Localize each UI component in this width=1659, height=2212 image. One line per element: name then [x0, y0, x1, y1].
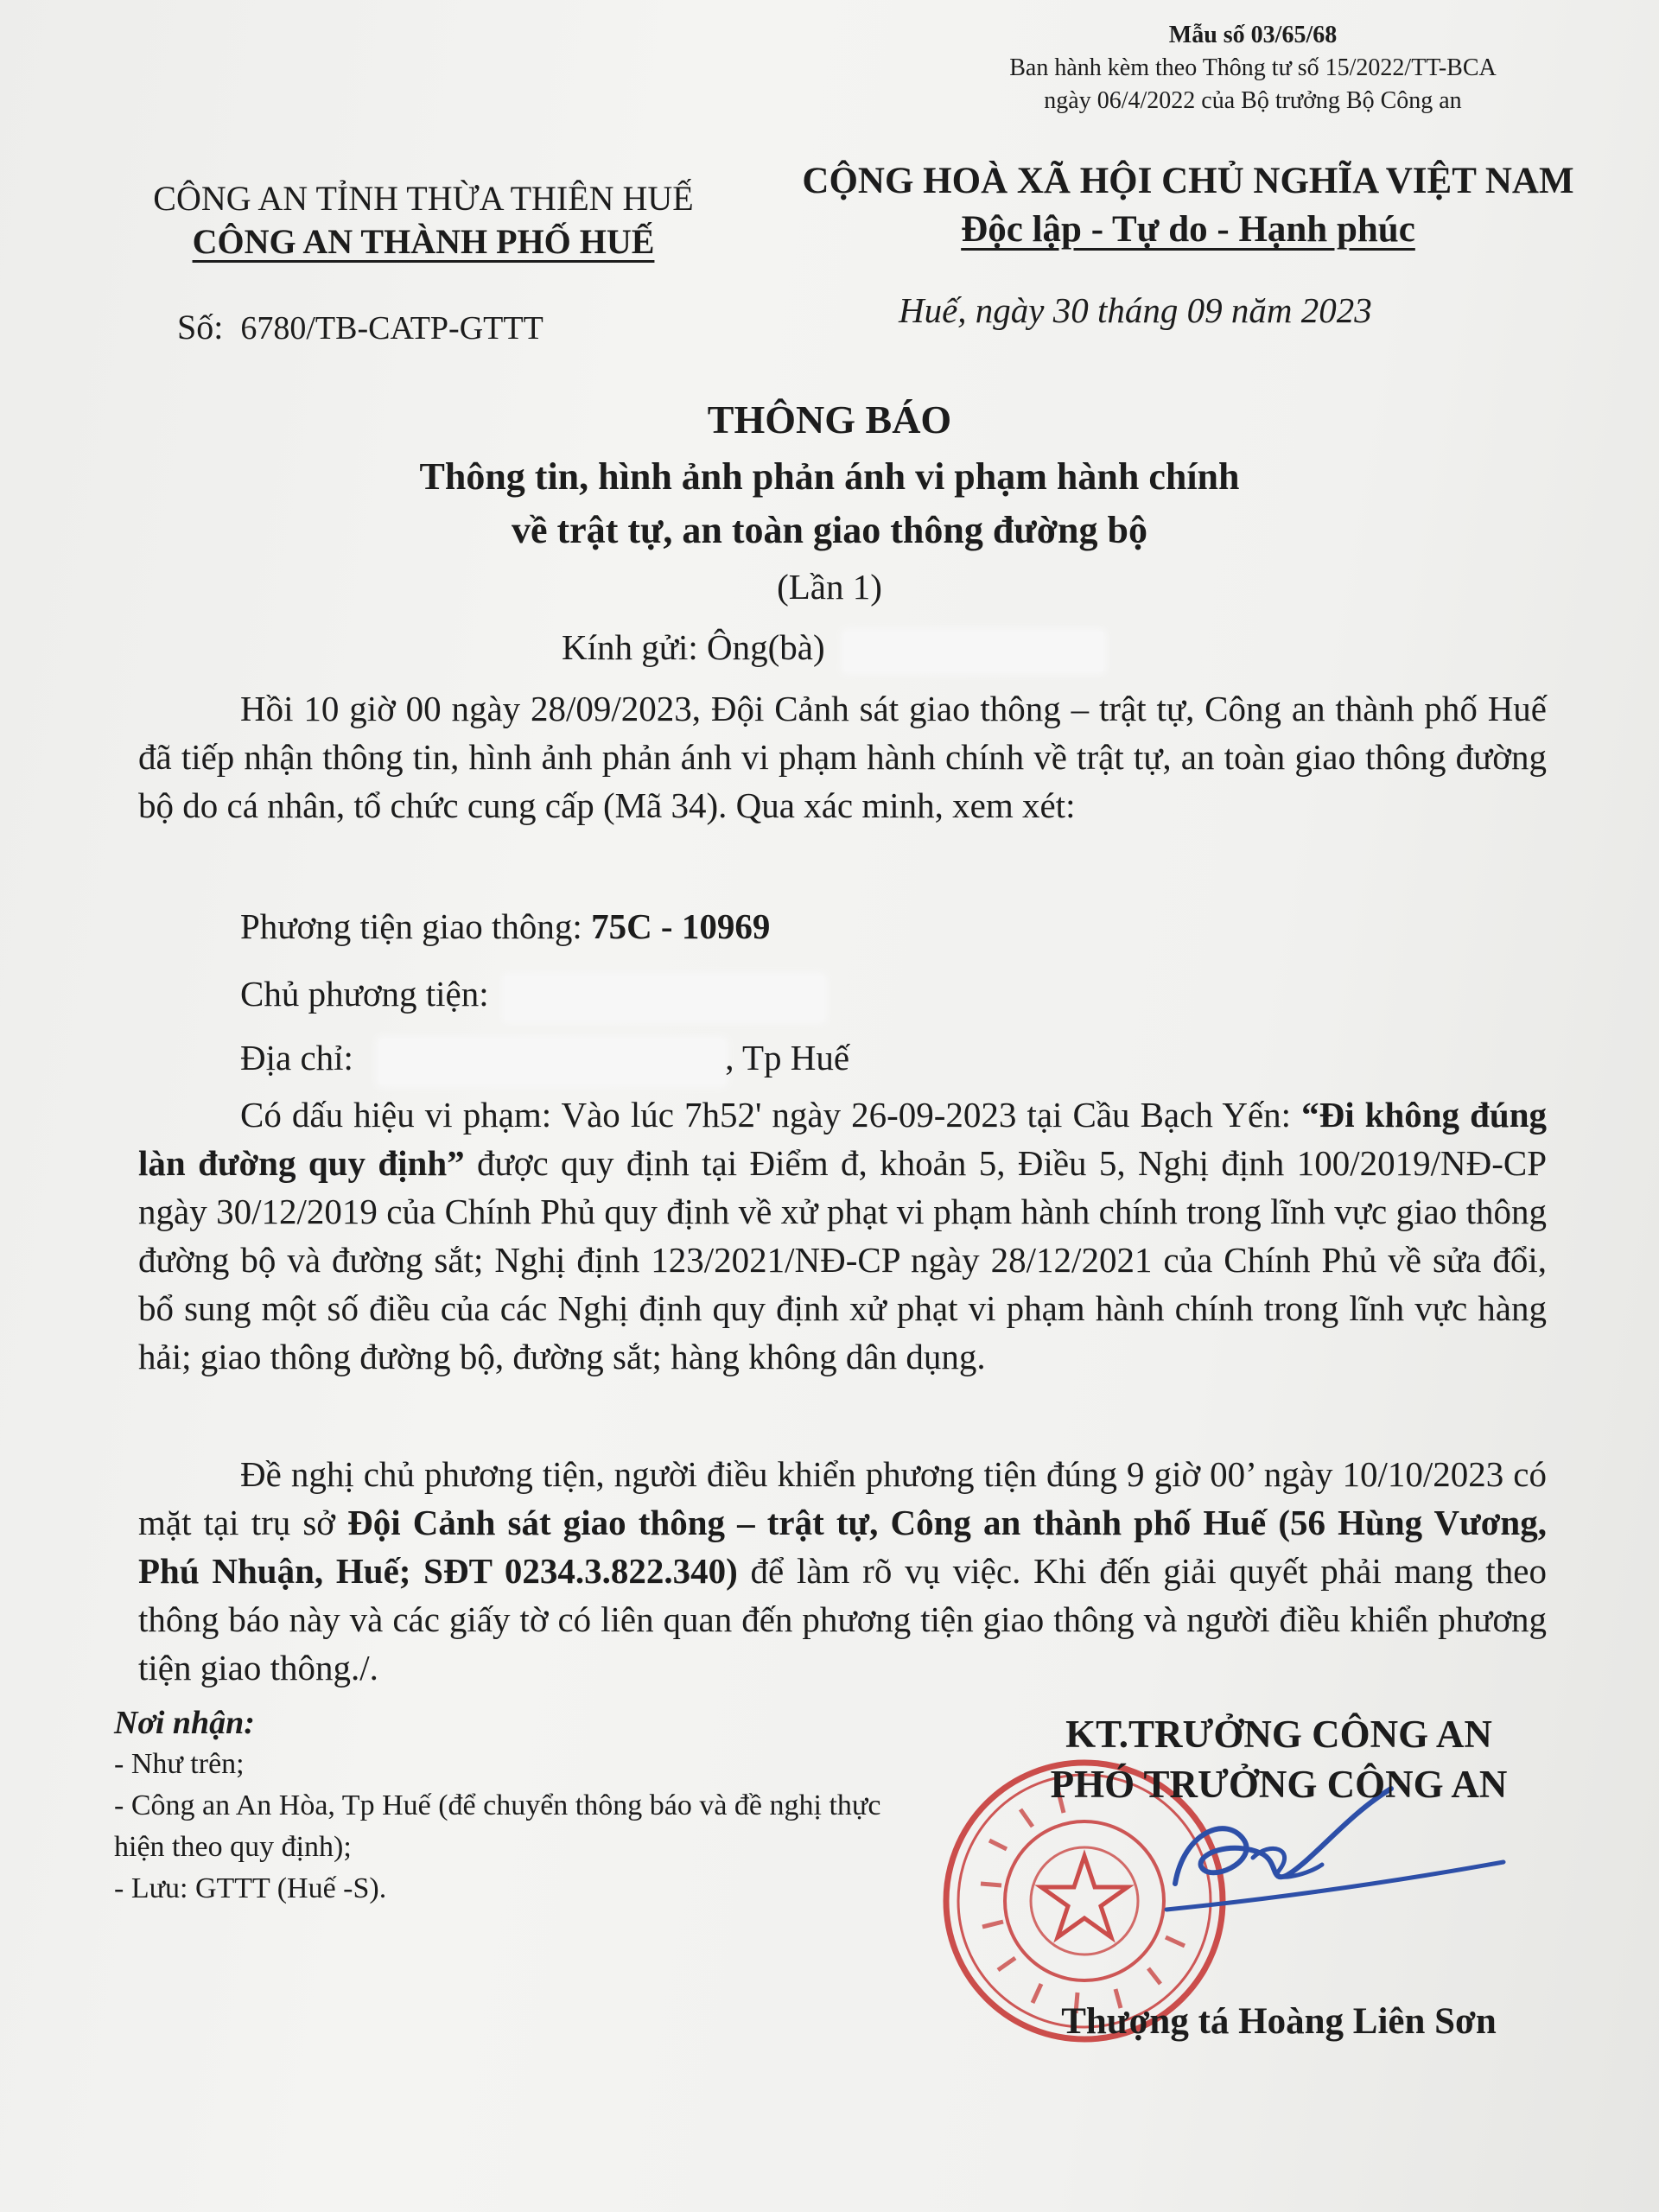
title-main: THÔNG BÁO [707, 397, 952, 442]
request-lead: Đề nghị chủ phương tiện, người điều khiển phương tiện đúng 9 giờ 00’ ngày 10/10/2023 có mặt tại trụ sở [138, 1454, 1547, 1542]
agency-header [69, 177, 778, 264]
form-issued-date: ngày 06/4/2022 của Bộ trưởng Bộ Công an [1044, 87, 1462, 114]
doc-no-value: 6780/TB-CATP-GTTT [240, 310, 543, 346]
address-label: Địa chỉ: [240, 1038, 353, 1077]
motto-text: Độc lập - Tự do - Hạnh phúc [961, 209, 1415, 250]
document-number [177, 307, 543, 347]
national-motto [734, 206, 1642, 254]
signature-title-1: KT.TRƯỞNG CÔNG AN [1065, 1713, 1492, 1756]
agency-name-text: CÔNG AN THÀNH PHỐ HUẾ [192, 222, 655, 261]
address-redacted [379, 1039, 725, 1084]
violation-offense: “Đi không đúng làn đường quy định” [138, 1095, 1547, 1183]
violation-legal-basis: được quy định tại Điểm đ, khoản 5, Điều 5, Nghị định 100/2019/NĐ-CP ngày 30/12/2019 của Chính Phủ quy định về xử phạt vi phạm hành chính trong lĩnh vực giao thông đường bộ và đường sắt; Nghị định 123/2021/NĐ-CP ngày 28/12/2021 của Chính Phủ về sửa đổi, bổ sung một số điều của các Nghị định quy định xử phạt vi phạm hành chính trong lĩnh vực hàng hải; giao thông đường bộ, đường sắt; hàng không dân dụng. [138, 1143, 1547, 1376]
doc-no-label: Số: [177, 308, 224, 346]
vehicle-line [240, 906, 770, 947]
notice-round: (Lần 1) [777, 567, 882, 607]
receiver-item: - Công an An Hòa, Tp Huế (để chuyển thông báo và đề nghị thực hiện theo quy định); [114, 1789, 881, 1863]
parent-agency: CÔNG AN TỈNH THỪA THIÊN HUẾ [153, 179, 694, 218]
receivers-heading: Nơi nhận: [114, 1705, 255, 1741]
address-line [240, 1037, 849, 1084]
country-name: CỘNG HOÀ XÃ HỘI CHỦ NGHĨA VIỆT NAM [802, 161, 1574, 201]
owner-label: Chủ phương tiện: [240, 974, 489, 1014]
request-paragraph [138, 1450, 1547, 1692]
receiver-item: - Lưu: GTTT (Huế -S). [114, 1872, 387, 1904]
place-date: Huế, ngày 30 tháng 09 năm 2023 [899, 290, 1372, 330]
request-rest: để làm rõ vụ việc. Khi đến giải quyết phải mang theo thông báo này và các giấy tờ có liên quan đến phương tiện giao thông và người điều khiển phương tiện giao thông./. [138, 1551, 1547, 1688]
title-line-1: Thông tin, hình ảnh phản ánh vi phạm hành chính [419, 455, 1240, 498]
recipient-redacted [844, 632, 1103, 671]
agency-name [69, 220, 778, 264]
address-city: , Tp Huế [725, 1038, 850, 1077]
recipient-line [562, 626, 1103, 671]
intro-paragraph [138, 684, 1547, 830]
document-title [225, 393, 1434, 557]
owner-redacted [505, 976, 824, 1020]
national-header [734, 157, 1642, 254]
signature-block [976, 1709, 1581, 1809]
vehicle-plate: 75C - 10969 [591, 906, 771, 946]
form-note [881, 19, 1624, 118]
signer-name: Thượng tá Hoàng Liên Sơn [1061, 2001, 1497, 2042]
signature-title-2: PHÓ TRƯỞNG CÔNG AN [1050, 1763, 1508, 1806]
violation-lead: Có dấu hiệu vi phạm: Vào lúc 7h52' ngày 26-09-2023 tại Cầu Bạch Yến: [240, 1095, 1302, 1135]
violation-paragraph [138, 1090, 1547, 1381]
form-number: Mẫu số 03/65/68 [1168, 22, 1338, 48]
recipient-label: Kính gửi: Ông(bà) [562, 627, 825, 667]
receiver-item: - Như trên; [114, 1748, 245, 1780]
vehicle-label: Phương tiện giao thông: [240, 906, 582, 946]
intro-text: Hồi 10 giờ 00 ngày 28/09/2023, Đội Cảnh sát giao thông – trật tự, Công an thành phố Huế đã tiếp nhận thông tin, hình ảnh phản ánh vi phạm hành chính về trật tự, an toàn giao thông đường bộ do cá nhân, tổ chức cung cấp (Mã 34). Qua xác minh, xem xét: [138, 689, 1547, 825]
title-line-2: về trật tự, an toàn giao thông đường bộ [511, 509, 1147, 551]
receivers-block [114, 1702, 892, 1910]
form-issued-with: Ban hành kèm theo Thông tư số 15/2022/TT-BCA [1009, 54, 1497, 81]
request-place: Đội Cảnh sát giao thông – trật tự, Công an thành phố Huế (56 Hùng Vương, Phú Nhuận, Huế; SĐT 0234.3.822.340) [138, 1503, 1547, 1591]
owner-line [240, 973, 824, 1020]
